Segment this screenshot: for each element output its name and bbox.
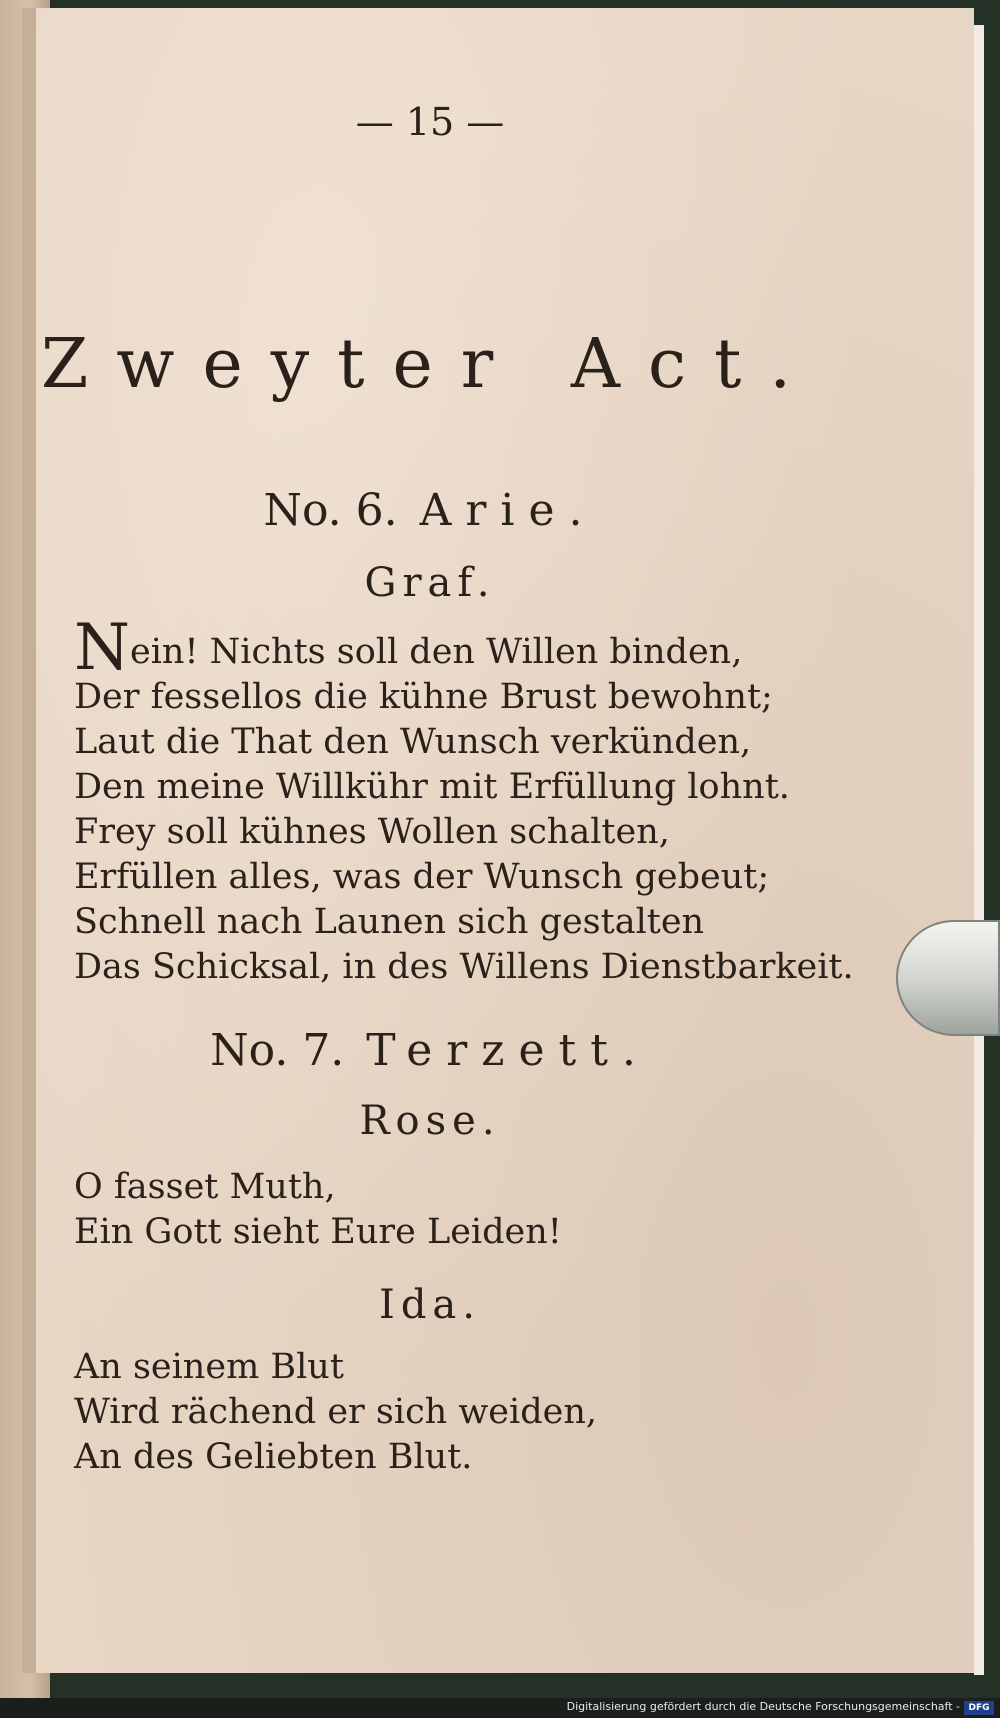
verse-line: Das Schicksal, in des Willens Dienstbarkeit. bbox=[74, 947, 854, 987]
verse-line: Laut die That den Wunsch verkünden, bbox=[74, 722, 752, 762]
number-6-heading bbox=[0, 485, 860, 536]
footer-credit: Digitalisierung gefördert durch die Deutsche Forschungsgemeinschaft - bbox=[566, 1700, 960, 1713]
speaker-ida: Ida. bbox=[379, 1282, 481, 1328]
verse-line: Erfüllen alles, was der Wunsch gebeut; bbox=[74, 857, 770, 897]
speaker-rose: Rose. bbox=[359, 1098, 501, 1144]
aria-text bbox=[74, 611, 854, 990]
act-title: Zweyter Act. bbox=[41, 325, 819, 404]
verse-line: Der fessellos die kühne Brust bewohnt; bbox=[74, 677, 773, 717]
page-number: — 15 — bbox=[355, 100, 505, 144]
number-title: Terzett. bbox=[366, 1025, 650, 1076]
verse-line: An seinem Blut bbox=[74, 1347, 344, 1387]
number-label: No. 7. bbox=[210, 1025, 345, 1076]
number-7-heading bbox=[0, 1025, 860, 1076]
number-title: Arie. bbox=[419, 485, 597, 536]
verse-line: Ein Gott sieht Eure Leiden! bbox=[74, 1212, 562, 1252]
drop-cap: N bbox=[74, 611, 130, 685]
verse-line: Frey soll kühnes Wollen schalten, bbox=[74, 812, 670, 852]
page-edge bbox=[974, 25, 984, 1675]
rose-text bbox=[74, 1165, 562, 1255]
verse-line: Wird rächend er sich weiden, bbox=[74, 1392, 597, 1432]
ida-text bbox=[74, 1345, 597, 1480]
page-clip bbox=[896, 920, 1000, 1036]
verse-line: An des Geliebten Blut. bbox=[74, 1437, 473, 1477]
verse-line: O fasset Muth, bbox=[74, 1167, 336, 1207]
verse-line: Schnell nach Launen sich gestalten bbox=[74, 902, 705, 942]
dfg-logo: DFG bbox=[964, 1701, 994, 1715]
verse-line: Den meine Willkühr mit Erfüllung lohnt. bbox=[74, 767, 790, 807]
verse-line: Nein! Nichts soll den Willen binden, bbox=[74, 611, 743, 685]
speaker-graf: Graf. bbox=[364, 560, 496, 606]
number-label: No. 6. bbox=[263, 485, 398, 536]
